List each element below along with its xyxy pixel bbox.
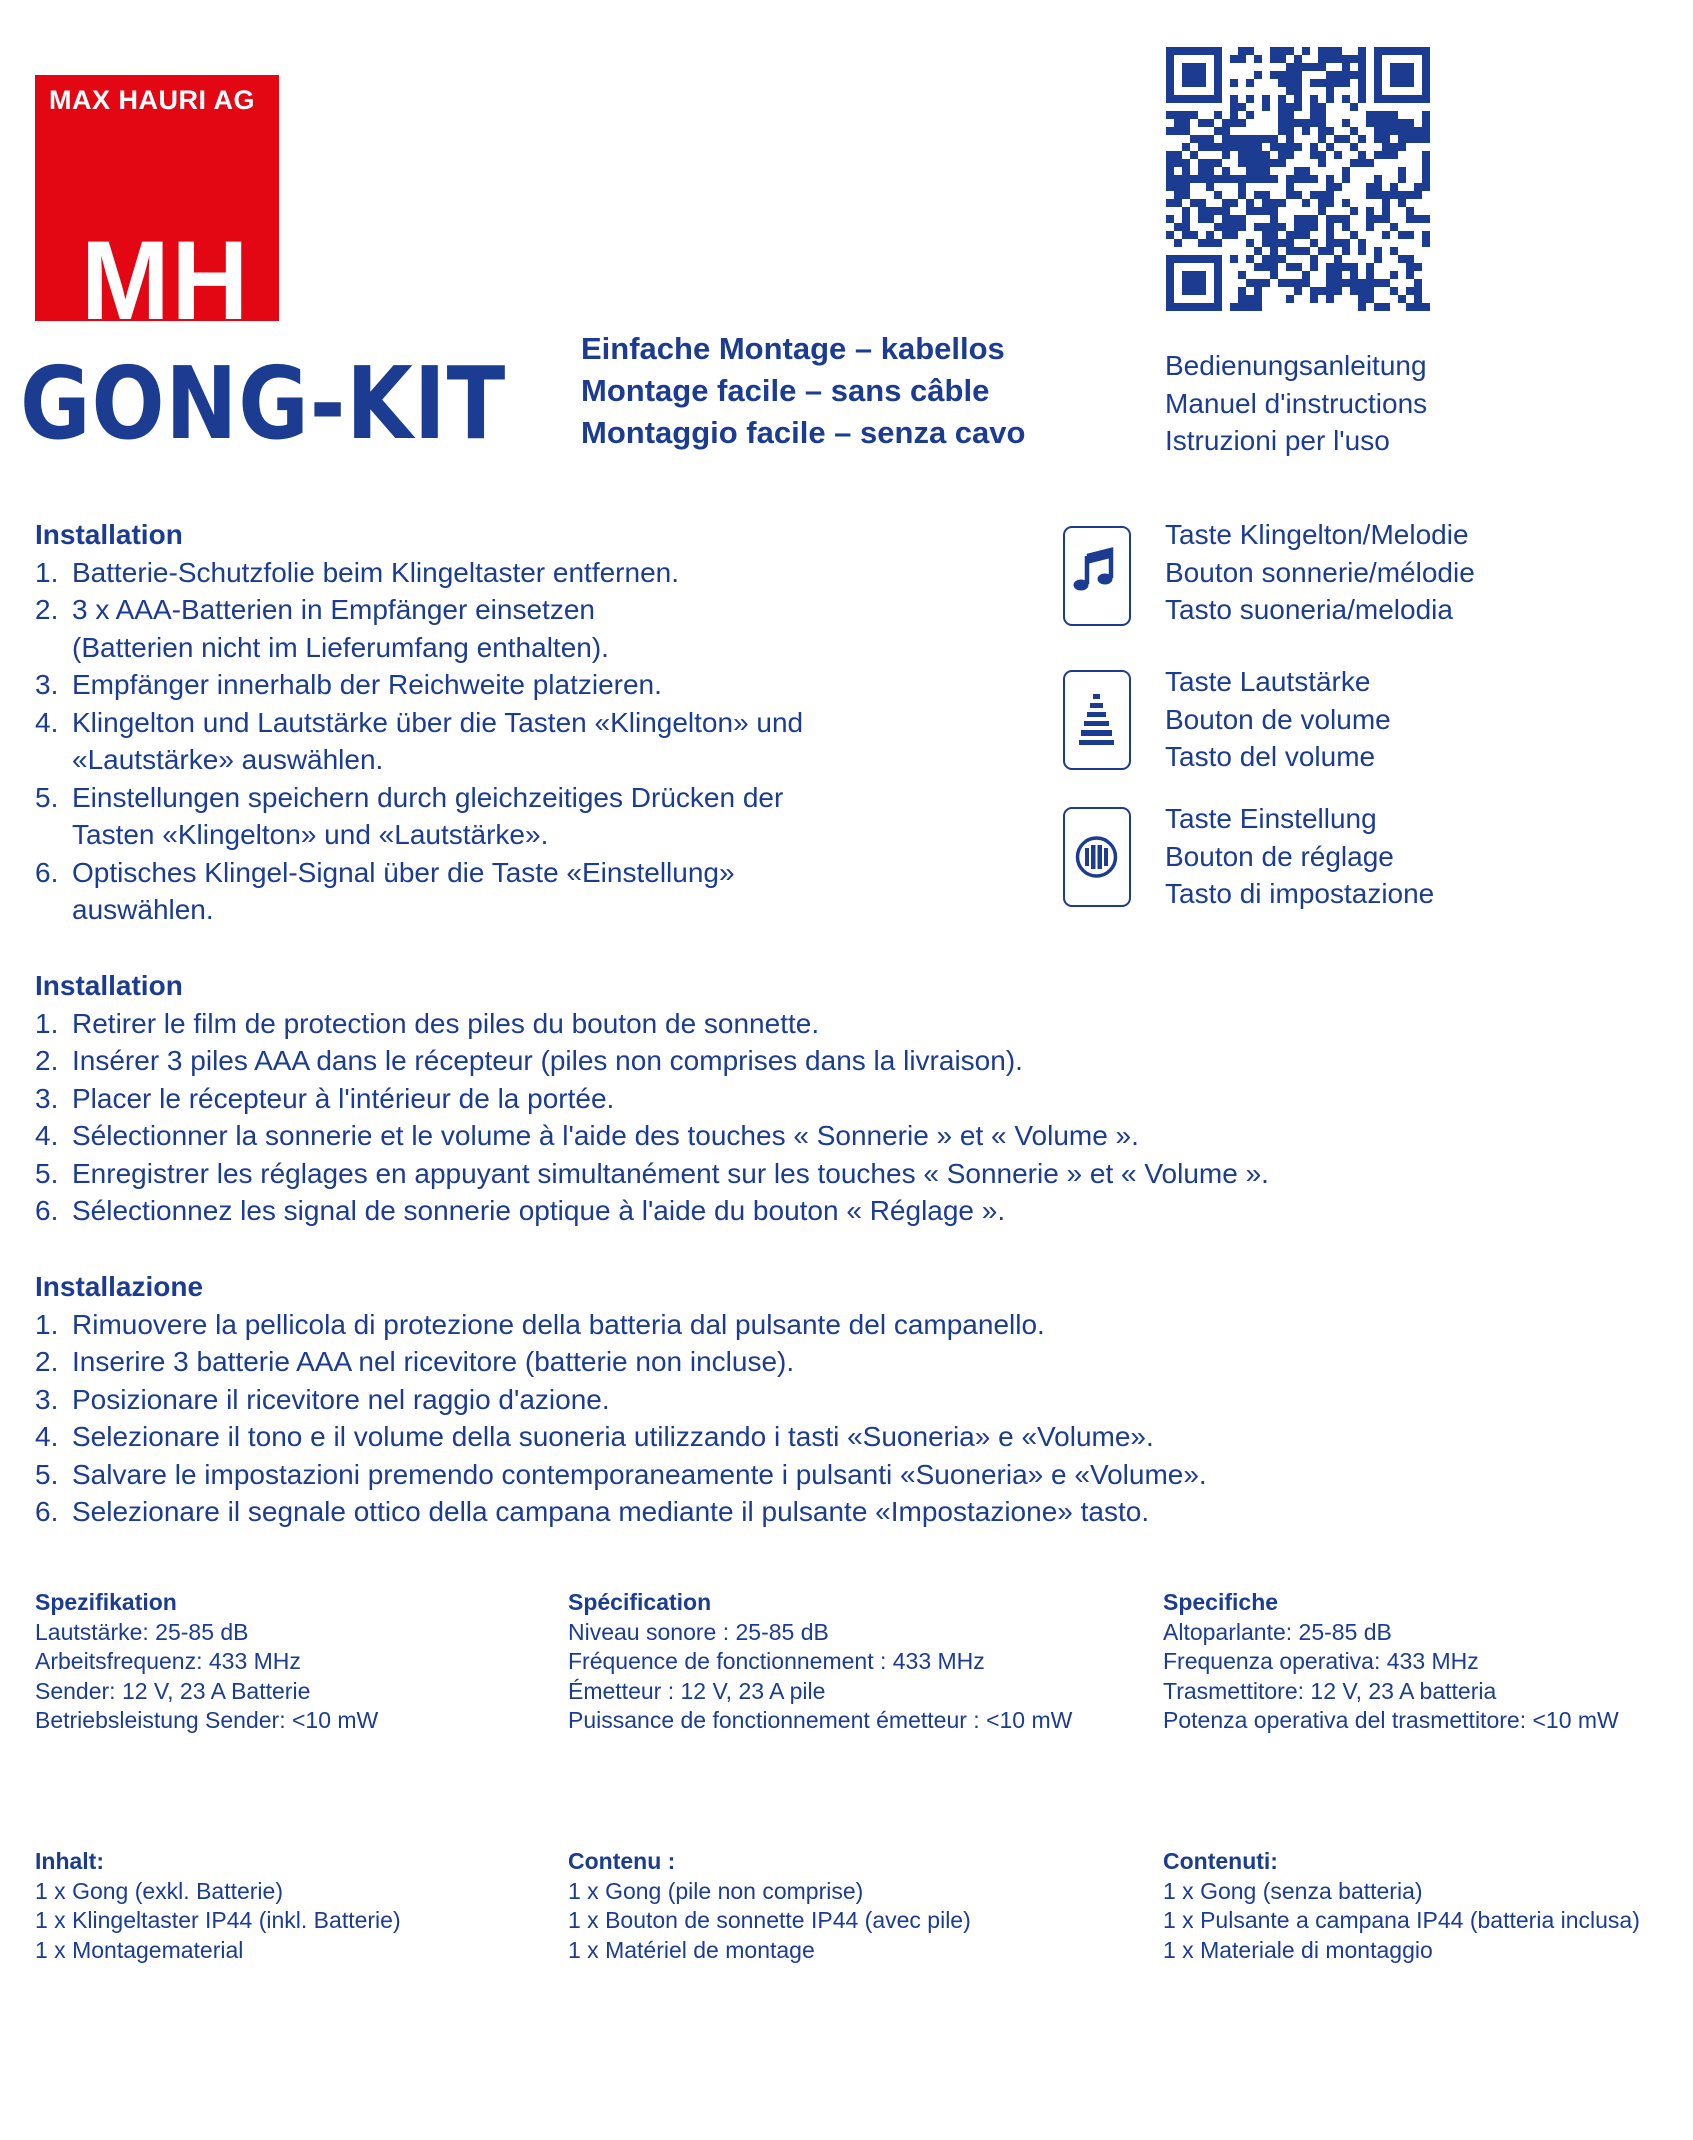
subtitles xyxy=(581,328,1025,454)
step-text: Klingelton und Lautstärke über die Tasten «Klingelton» und xyxy=(72,706,804,738)
contents-line: 1 x Bouton de sonnette IP44 (avec pile) xyxy=(568,1907,971,1933)
step-text: Posizionare il ricevitore nel raggio d'azione. xyxy=(72,1383,610,1415)
spec-heading: Spezifikation xyxy=(35,1589,177,1615)
qr-code-icon xyxy=(1166,47,1430,311)
spec-line: Potenza operativa del trasmettitore: <10 mW xyxy=(1163,1707,1619,1733)
ringtone-button-labels xyxy=(1165,516,1475,629)
step-number: 4. xyxy=(35,1421,59,1452)
step-number: 2. xyxy=(35,1045,59,1076)
step-number: 6. xyxy=(35,1195,59,1226)
step-text: Placer le récepteur à l'intérieur de la portée. xyxy=(72,1082,615,1114)
install-section-it xyxy=(35,1268,1207,1531)
step-text: Optisches Klingel-Signal über die Taste «Einstellung» xyxy=(72,856,735,888)
step-item xyxy=(35,704,803,779)
contents-block-it xyxy=(1163,1847,1640,1965)
step-item xyxy=(35,1080,1269,1118)
button-label-fr: Bouton sonnerie/mélodie xyxy=(1165,556,1475,588)
step-text: Empfänger innerhalb der Reichweite platzieren. xyxy=(72,669,662,700)
button-label-it: Tasto del volume xyxy=(1165,741,1376,772)
step-list xyxy=(35,1306,1207,1531)
step-item xyxy=(35,779,803,854)
settings-button xyxy=(1063,807,1131,907)
brand-logo xyxy=(35,75,279,343)
step-number: 3. xyxy=(35,669,59,700)
button-label-de: Taste Einstellung xyxy=(1165,803,1377,834)
spec-line: Lautstärke: 25-85 dB xyxy=(35,1618,249,1645)
contents-line: 1 x Gong (pile non comprise) xyxy=(568,1877,864,1904)
step-text: Sélectionner la sonnerie et le volume à l'aide des touches « Sonnerie » et « Volume ». xyxy=(72,1120,1139,1151)
step-number: 4. xyxy=(35,1120,59,1151)
step-text: Batterie-Schutzfolie beim Klingeltaster entfernen. xyxy=(72,556,679,588)
section-heading: Installation xyxy=(35,519,183,550)
step-item xyxy=(35,1042,1269,1080)
step-text: Enregistrer les réglages en appuyant simultanément sur les touches « Sonnerie » et « Volume ». xyxy=(72,1157,1269,1189)
contents-line: 1 x Montagematerial xyxy=(35,1936,244,1963)
spec-line: Sender: 12 V, 23 A Batterie xyxy=(35,1677,311,1704)
settings-button-labels xyxy=(1165,800,1434,913)
step-item xyxy=(35,1005,1269,1043)
step-number: 4. xyxy=(35,706,59,738)
spec-line: Trasmettitore: 12 V, 23 A batteria xyxy=(1163,1677,1497,1704)
step-number: 6. xyxy=(35,856,59,888)
step-list xyxy=(35,554,803,929)
spec-line: Niveau sonore : 25-85 dB xyxy=(568,1618,829,1645)
product-title: GONG-KIT xyxy=(20,345,507,462)
step-list xyxy=(35,1005,1269,1230)
step-text: Sélectionnez les signal de sonnerie optique à l'aide du bouton « Réglage ». xyxy=(72,1195,1006,1226)
step-item xyxy=(35,1343,1207,1381)
step-text: Selezionare il tono e il volume della suoneria utilizzando i tasti «Suoneria» e «Volume». xyxy=(72,1421,1154,1452)
button-label-fr: Bouton de volume xyxy=(1165,703,1391,735)
step-item xyxy=(35,666,803,704)
contents-line: 1 x Pulsante a campana IP44 (batteria inclusa) xyxy=(1163,1907,1640,1933)
step-number: 3. xyxy=(35,1082,59,1114)
step-number: 5. xyxy=(35,1458,59,1490)
step-text: Insérer 3 piles AAA dans le récepteur (piles non comprises dans la livraison). xyxy=(72,1045,1023,1076)
button-label-it: Tasto di impostazione xyxy=(1165,878,1435,909)
step-number: 5. xyxy=(35,781,59,813)
spec-heading: Spécification xyxy=(568,1589,712,1615)
step-text: Tasten «Klingelton» und «Lautstärke». xyxy=(72,819,549,850)
volume-stack-icon xyxy=(1065,672,1128,767)
button-label-de: Taste Lautstärke xyxy=(1165,666,1371,697)
step-text: Selezionare il segnale ottico della campana mediante il pulsante «Impostazione» tasto. xyxy=(72,1496,1150,1527)
step-number: 1. xyxy=(35,1308,59,1340)
contents-heading: Contenuti: xyxy=(1163,1848,1278,1874)
button-label-fr: Bouton de réglage xyxy=(1165,840,1394,872)
step-number: 6. xyxy=(35,1496,59,1527)
step-item xyxy=(35,554,803,592)
spec-line: Altoparlante: 25-85 dB xyxy=(1163,1618,1392,1645)
spec-line: Fréquence de fonctionnement : 433 MHz xyxy=(568,1648,985,1674)
spec-block-de xyxy=(35,1588,378,1736)
settings-circle-icon xyxy=(1065,809,1128,904)
contents-block-de xyxy=(35,1847,401,1965)
step-item xyxy=(35,854,803,929)
contents-line: 1 x Gong (exkl. Batterie) xyxy=(35,1877,283,1904)
step-text: Rimuovere la pellicola di protezione della batteria dal pulsante del campanello. xyxy=(72,1308,1045,1340)
step-number: 2. xyxy=(35,1346,59,1377)
spec-line: Arbeitsfrequenz: 433 MHz xyxy=(35,1648,301,1674)
logo-monogram: MH xyxy=(81,218,251,343)
step-item xyxy=(35,1306,1207,1344)
step-text: 3 x AAA-Batterien in Empfänger einsetzen xyxy=(72,594,595,625)
spec-line: Frequenza operativa: 433 MHz xyxy=(1163,1648,1479,1674)
button-label-it: Tasto suoneria/melodia xyxy=(1165,594,1453,625)
manual-label-de: Bedienungsanleitung xyxy=(1165,350,1427,381)
manual-label-fr: Manuel d'instructions xyxy=(1165,387,1428,419)
step-item xyxy=(35,1117,1269,1155)
button-label-de: Taste Klingelton/Melodie xyxy=(1165,519,1469,550)
volume-button-labels xyxy=(1165,663,1391,776)
contents-block-fr xyxy=(568,1847,971,1965)
section-heading: Installation xyxy=(35,970,183,1001)
step-item xyxy=(35,1155,1269,1193)
install-section-fr xyxy=(35,967,1269,1230)
step-text: Inserire 3 batterie AAA nel ricevitore (batterie non incluse). xyxy=(72,1346,795,1377)
spec-block-it xyxy=(1163,1588,1619,1736)
step-text: Salvare le impostazioni premendo contemporaneamente i pulsanti «Suoneria» e «Volume». xyxy=(72,1458,1207,1490)
volume-button xyxy=(1063,670,1131,770)
step-number: 1. xyxy=(35,556,59,588)
music-note-icon xyxy=(1065,528,1128,623)
step-text: Einstellungen speichern durch gleichzeitiges Drücken der xyxy=(72,781,784,813)
spec-block-fr xyxy=(568,1588,1072,1736)
step-text: Retirer le film de protection des piles du bouton de sonnette. xyxy=(72,1007,820,1039)
spec-heading: Specifiche xyxy=(1163,1589,1279,1615)
step-item xyxy=(35,1456,1207,1494)
step-text: «Lautstärke» auswählen. xyxy=(72,744,384,775)
step-item xyxy=(35,591,803,666)
step-number: 1. xyxy=(35,1007,59,1039)
manual-label-it: Istruzioni per l'uso xyxy=(1165,425,1390,456)
step-number: 5. xyxy=(35,1157,59,1189)
subtitle-de: Einfache Montage – kabellos xyxy=(581,331,1005,366)
step-number: 3. xyxy=(35,1383,59,1415)
step-number: 2. xyxy=(35,594,59,625)
step-text: auswählen. xyxy=(72,894,214,925)
contents-line: 1 x Materiale di montaggio xyxy=(1163,1936,1433,1963)
ringtone-button xyxy=(1063,526,1131,626)
subtitle-fr: Montage facile – sans câble xyxy=(581,373,990,408)
contents-line: 1 x Klingeltaster IP44 (inkl. Batterie) xyxy=(35,1907,401,1933)
spec-line: Émetteur : 12 V, 23 A pile xyxy=(568,1677,826,1704)
step-item xyxy=(35,1381,1207,1419)
company-name: MAX HAURI AG xyxy=(49,85,255,115)
step-text: (Batterien nicht im Lieferumfang enthalten). xyxy=(72,631,609,663)
spec-line: Puissance de fonctionnement émetteur : <10 mW xyxy=(568,1707,1073,1733)
contents-heading: Inhalt: xyxy=(35,1848,104,1874)
contents-line: 1 x Matériel de montage xyxy=(568,1936,815,1963)
section-heading: Installazione xyxy=(35,1271,204,1302)
subtitle-it: Montaggio facile – senza cavo xyxy=(581,415,1026,450)
spec-line: Betriebsleistung Sender: <10 mW xyxy=(35,1707,379,1733)
step-item xyxy=(35,1493,1207,1531)
contents-line: 1 x Gong (senza batteria) xyxy=(1163,1877,1423,1904)
contents-heading: Contenu : xyxy=(568,1848,676,1874)
step-item xyxy=(35,1192,1269,1230)
install-section-de xyxy=(35,516,803,929)
step-item xyxy=(35,1418,1207,1456)
manual-labels xyxy=(1165,347,1427,460)
